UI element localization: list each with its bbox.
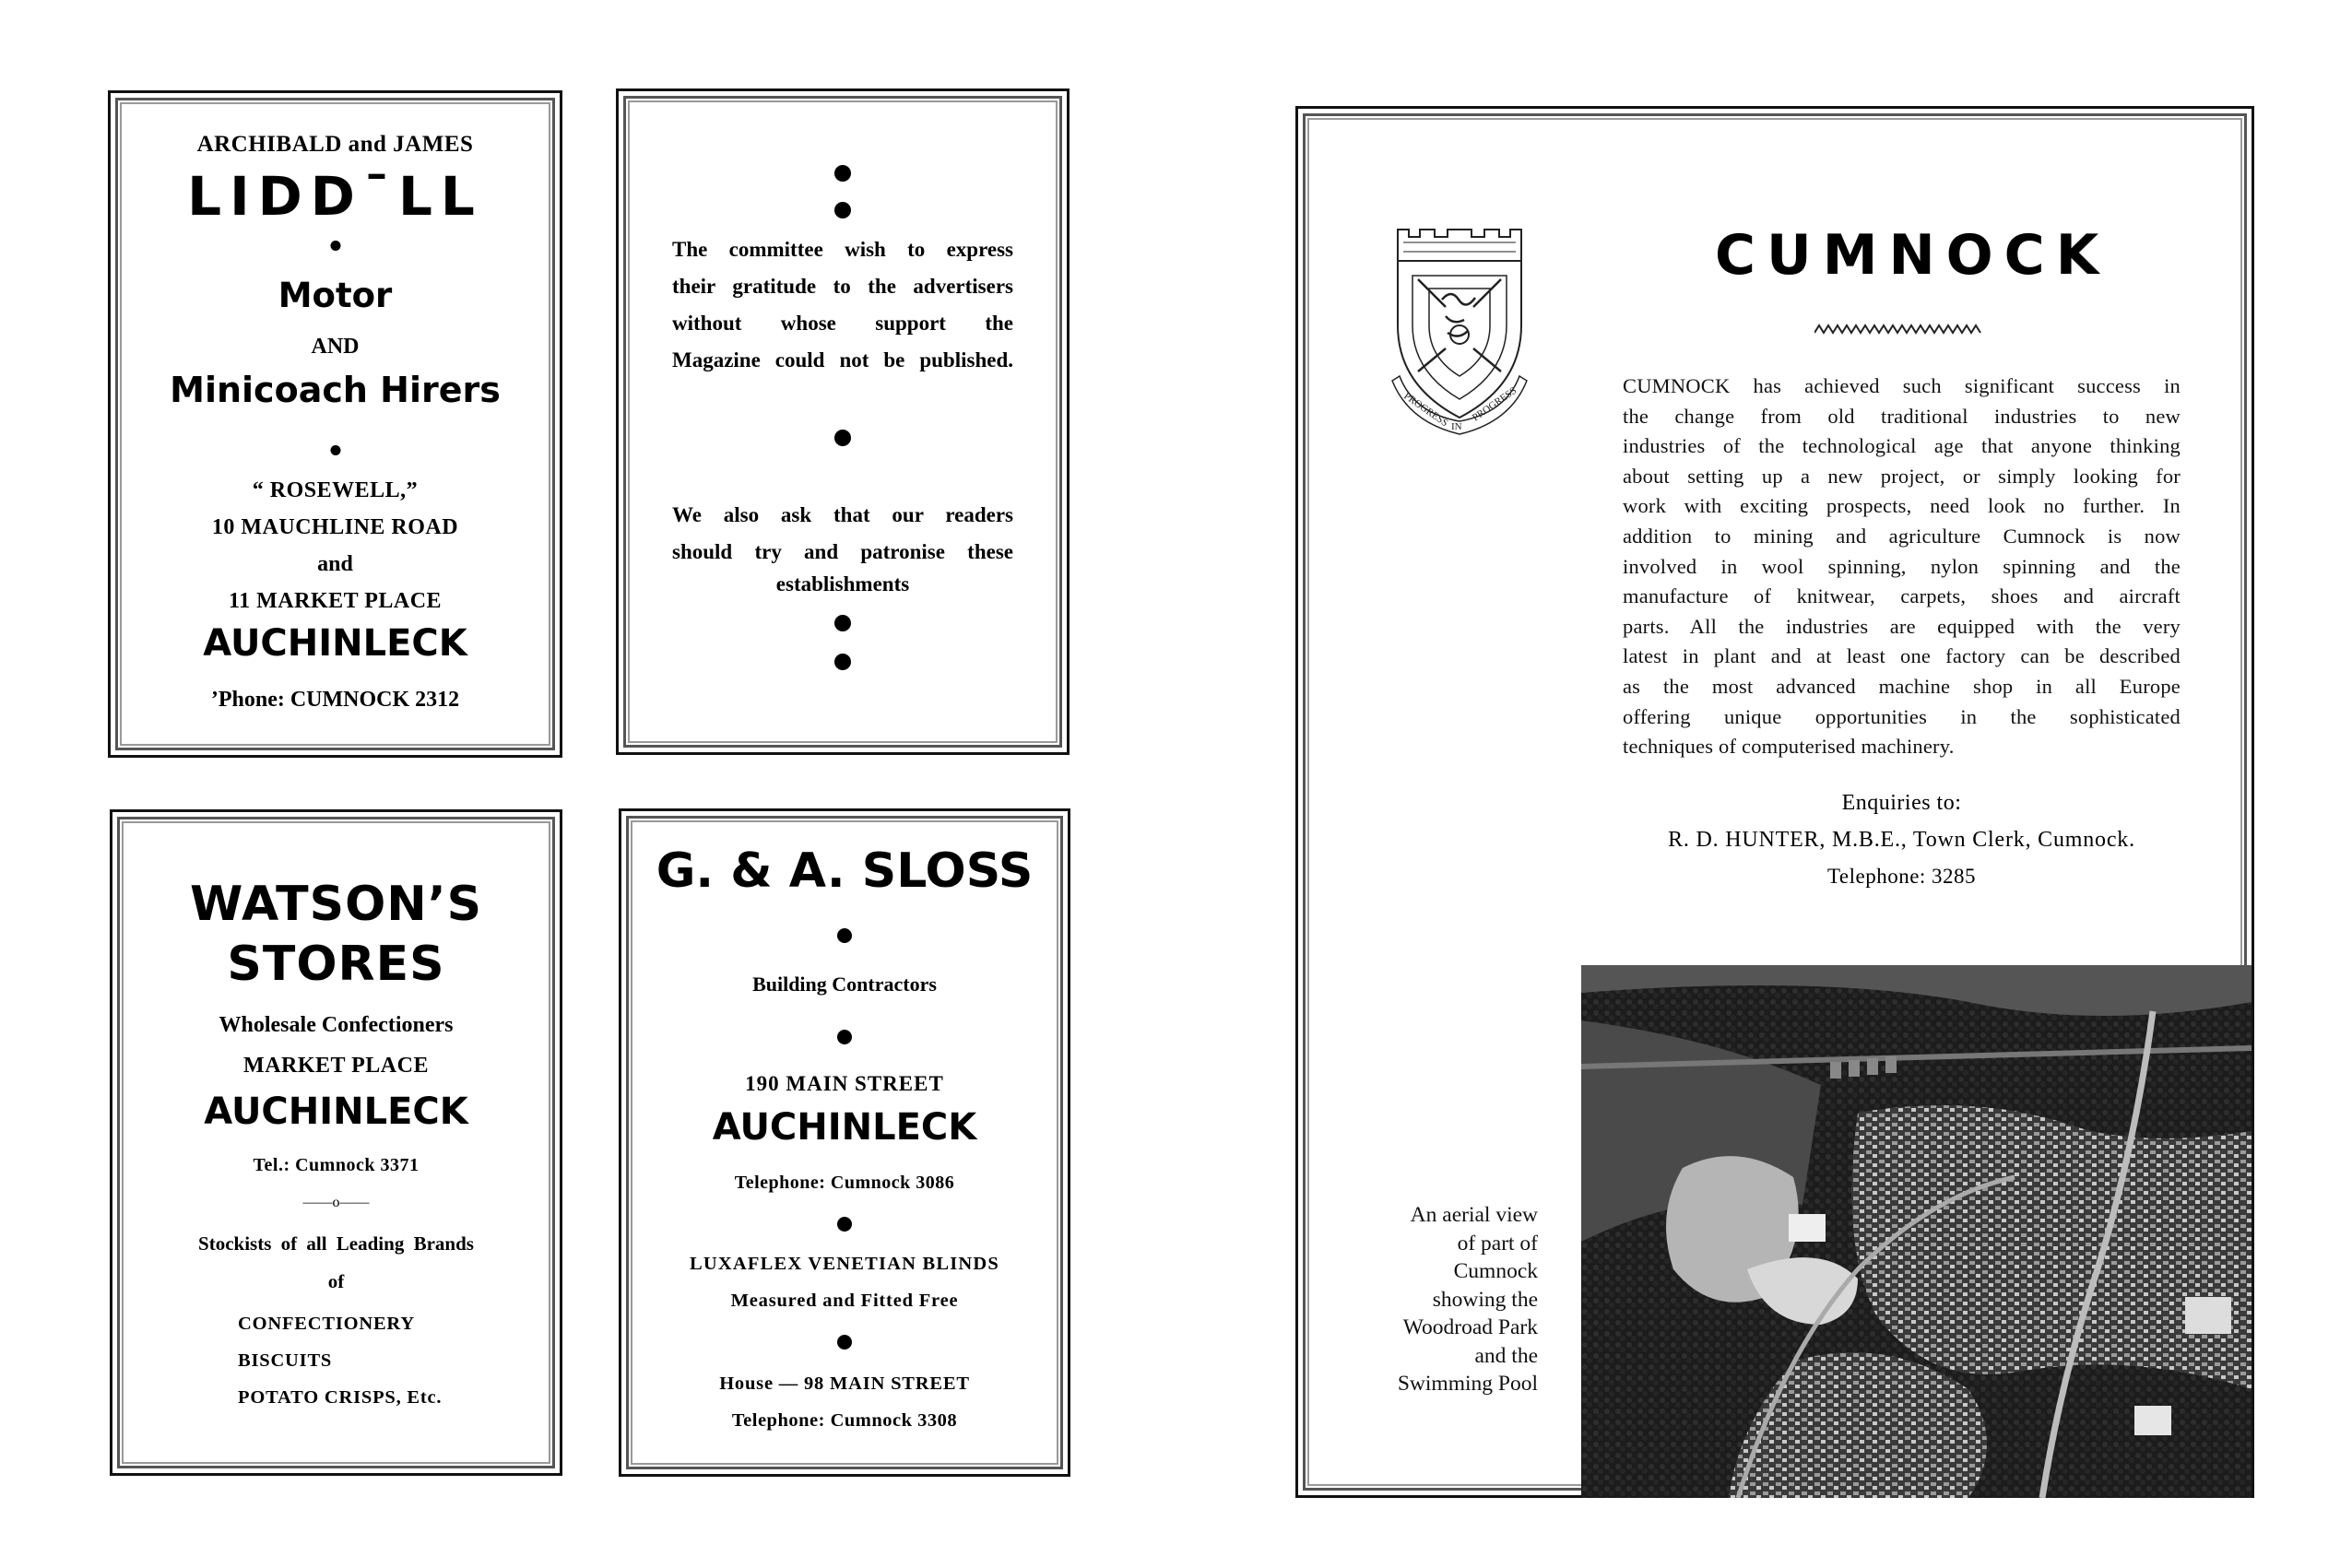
cumnock-contact: R. D. HUNTER, M.B.E., Town Clerk, Cumnock. [1668,828,2135,852]
cumnock-telephone: Telephone: 3285 [1826,865,1977,888]
bullet [330,241,340,251]
cumnock-crest-icon [1390,224,1529,436]
crest-motto-right: PROGRESS [1470,384,1519,424]
committee-paragraph-1: The committee wish to express their gratitude to the advertisers without whose support the Magazine could not be published. [672,238,1013,371]
title-ornament [1814,323,1982,334]
bullet [834,430,851,446]
sloss-product: LUXAFLEX VENETIAN BLINDS [690,1254,999,1274]
bullet [834,202,851,218]
watsons-stockists: Stockists of all Leading Brands [198,1232,474,1255]
cumnock-title: CUMNOCK [1715,223,2110,288]
sloss-telephone: Telephone: Cumnock 3086 [734,1173,955,1193]
watsons-of: of [327,1270,345,1292]
liddell-surname: LIDD¯LL [187,165,483,228]
liddell-motor: Motor [278,276,393,315]
bullet [834,615,851,631]
liddell-hirers: Minicoach Hirers [170,370,501,410]
sloss-trade: Building Contractors [752,973,937,996]
watsons-advert [110,809,562,1476]
cumnock-body: CUMNOCK has achieved such significant success in the change from old traditional industries to new industries of the technological age that anyone thinking about setting up a new project, or simply looking for work with exciting prospects, need look no further. In addition to mining and agriculture Cumnock is now involved in wool spinning, nylon spinning and the manufacture of knitwear, carpets, shoes and aircraft parts. All the industries are equipped with the very latest in plant and at least one factory can be described as the most advanced machine shop in all Europe offering unique opportunities in the sophisticated techniques of computerised machinery. [1623,374,2181,759]
watsons-product: POTATO CRISPS, Etc. [238,1387,443,1408]
liddell-house: “ ROSEWELL,” [252,478,419,502]
sloss-house: House — 98 MAIN STREET [719,1373,970,1394]
watsons-trade: Wholesale Confectioners [219,1013,454,1037]
crest-motto-left: PROGRESS [1401,390,1450,430]
watsons-product: CONFECTIONERY [238,1314,415,1334]
aerial-photo [1581,965,2252,1498]
bullet [837,928,852,943]
bullet [837,1030,852,1044]
watsons-name-1: WATSON’S [189,877,483,932]
watsons-product-list [238,1305,442,1416]
liddell-address1: 10 MAUCHLINE ROAD [211,515,459,539]
sloss-advert [619,808,1070,1477]
sloss-address: 190 MAIN STREET [745,1072,944,1095]
liddell-and: AND [311,335,360,359]
watsons-product: BISCUITS [238,1350,333,1371]
liddell-advert [108,90,562,758]
bullet [834,165,851,182]
watsons-address: MARKET PLACE [243,1054,429,1078]
liddell-names: ARCHIBALD and JAMES [196,132,474,157]
liddell-town: AUCHINLECK [203,622,467,665]
watsons-town: AUCHINLECK [204,1091,468,1133]
liddell-address-and: and [317,552,353,576]
sloss-house-telephone: Telephone: Cumnock 3308 [731,1410,958,1431]
bullet [330,445,340,455]
committee-paragraph-2: We also ask that our readers should try and patronise these [672,503,1013,563]
crest-motto-mid: IN [1451,421,1462,432]
bullet [834,654,851,670]
bullet [837,1335,852,1350]
aerial-view-image [1581,965,2252,1498]
crest-shield-icon [1390,224,1529,436]
watsons-name-2: STORES [227,937,445,992]
ornament-zigzag-icon [1814,324,1982,335]
sloss-town: AUCHINLECK [712,1106,977,1149]
watsons-tel: Tel.: Cumnock 3371 [253,1155,420,1175]
committee-note [616,88,1070,755]
sloss-service: Measured and Fitted Free [730,1291,959,1311]
bullet [837,1217,852,1232]
liddell-address2: 11 MARKET PLACE [228,589,443,613]
watsons-divider: ——o—— [302,1195,370,1210]
committee-paragraph-2-end: establishments [775,572,910,595]
cumnock-enquiries: Enquiries to: [1841,791,1962,815]
liddell-phone: ’Phone: CUMNOCK 2312 [210,688,460,712]
aerial-caption: An aerial view of part of Cumnock showing the Woodroad Park and the Swimming Pool [1397,1203,1538,1396]
sloss-name: G. & A. SLOSS [656,843,1034,899]
